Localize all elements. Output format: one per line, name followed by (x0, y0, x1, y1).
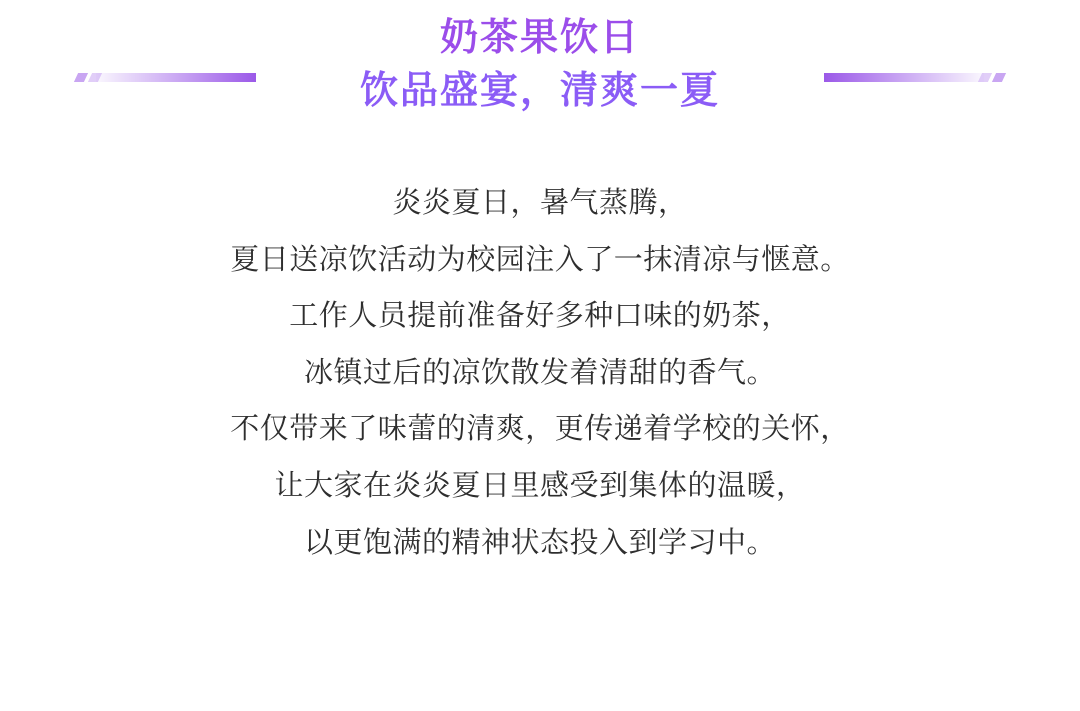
decor-slash-right-outer (992, 73, 1006, 82)
decor-slash-right-inner (978, 73, 992, 82)
title-subtitle: 饮品盛宴，清爽一夏 (359, 69, 720, 112)
body-line: 炎炎夏日，暑气蒸腾， (392, 187, 688, 220)
body-line: 冰镇过后的凉饮散发着清甜的香气。 (303, 356, 776, 389)
title-primary: 奶茶果饮日 (439, 17, 640, 59)
decor-bar-left (96, 73, 256, 82)
page-title (360, 14, 720, 115)
body-line: 工作人员提前准备好多种口味的奶茶， (289, 300, 791, 333)
body-line: 让大家在炎炎夏日里感受到集体的温暖， (274, 469, 806, 502)
decor-slash-left-outer (74, 73, 88, 82)
body-line: 以更饱满的精神状态投入到学习中。 (303, 526, 776, 559)
decor-bar-right (824, 73, 984, 82)
body-line: 夏日送凉饮活动为校园注入了一抹清凉与惬意。 (230, 243, 850, 276)
body-line: 不仅带来了味蕾的清爽，更传递着学校的关怀， (230, 413, 850, 446)
poster-header (0, 0, 1080, 115)
body-copy (0, 175, 1080, 571)
